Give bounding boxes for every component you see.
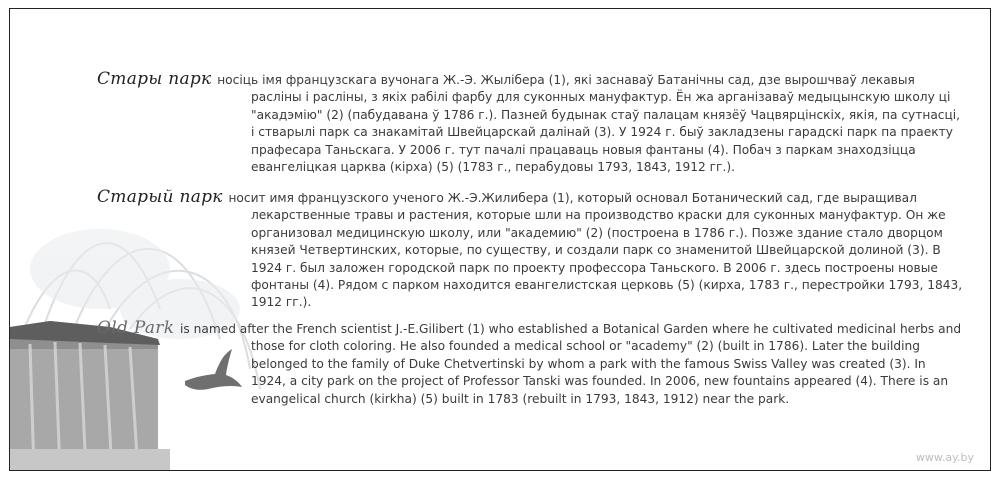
heading-russian: Старый парк xyxy=(97,187,229,207)
text-russian: носит имя французского ученого Ж.-Э.Жилибера (1), который основал Ботанический сад, где выращивал лекарственные травы и растения, которые шли на производство краски для суконных мануфактур. Он же организовал медицинскую школу, или "академию" (2) (построена в 1786 г.). Позже здание стало дворцом князей Четвертинских, которые, по существу, и создали парк со знаменитой Швейцарской долиной (3). В 1924 г. был заложен городской парк по проекту профессора Таньского. В 2006 г. здесь построены новые фонтаны (4). Рядом с парком находится евангелистская церковь (5) (кирха, 1783 г., перестройки 1793, 1843, 1912 гг.). xyxy=(228,191,963,310)
paragraph-belarusian xyxy=(97,71,963,176)
postcard xyxy=(9,8,991,471)
paragraph-russian xyxy=(97,189,963,312)
heading-english: Old Park xyxy=(97,318,181,338)
watermark: www.ay.by xyxy=(915,451,974,464)
text-belarusian: носіць імя французскага вучонага Ж.-Э. Жылібера (1), які заснаваў Батанічны сад, дзе вырошчваў лекавыя расліны і расліны, з якіх рабілі фарбу для суконных мануфактур. Ён жа арганізаваў медыцынскую школу ці "акадэмію" (2) (пабудавана ў 1786 г.). Пазней будынак стаў палацам князёў Чацвярцінскіх, якія, па сутнасці, і стварылі парк са знакамітай Швейцарскай далінай (3). У 1924 г. быў закладзены гарадскі парк па праекту прафесара Таньскага. У 2006 г. тут пачалі працаваць новыя фантаны (4). Побач з паркам знаходзіцца евангеліцкая царква (кірха) (5) (1783 г., перабудовы 1793, 1843, 1912 гг.). xyxy=(217,73,961,175)
heading-belarusian: Стары парк xyxy=(97,69,218,89)
paragraph-english xyxy=(97,320,963,408)
text-english: is named after the French scientist J.-E.Gilibert (1) who established a Botanical Garden where he cultivated medicinal herbs and those for cloth coloring. He also founded a medical school or "academy" (2) (built in 1786). Later the building belonged to the family of Duke Chetvertinski by whom a park with the famous Swiss Valley was created (3). In 1924, a city park on the project of Professor Tanski was founded. In 2006, new fountains appeared (4). There is an evangelical church (kirkha) (5) built in 1783 (rebuilt in 1793, 1843, 1912) near the park. xyxy=(180,322,962,406)
